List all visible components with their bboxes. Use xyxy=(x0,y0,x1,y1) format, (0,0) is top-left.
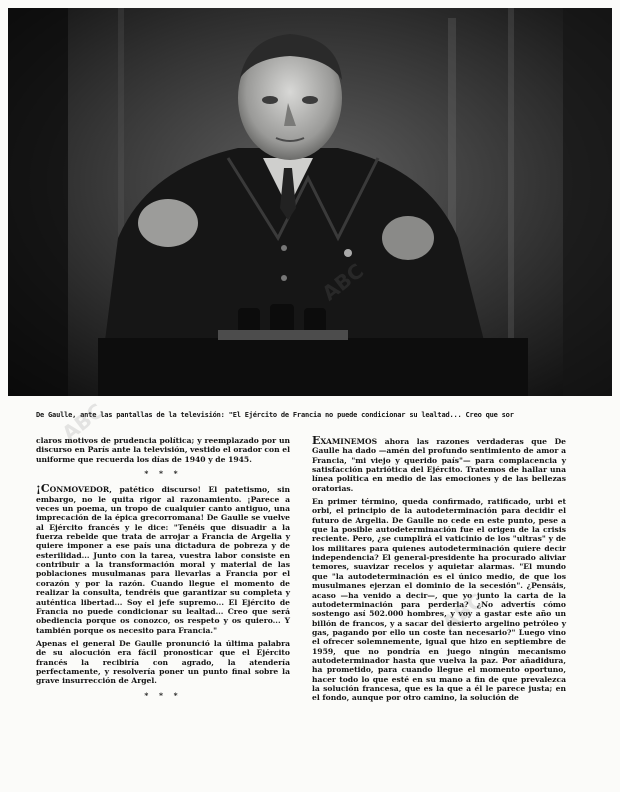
right-paragraph-1: EXAMINEMOS ahora las razones verdaderas que De Gaulle ha dado —amén del profundo sentimiento de amor a Francia, "mi viejo y querido país"— para complacencia y satisfacción patriótica del Ejército. Tratemos de hallar una línea política en medio de las emociones y de las bellezas oratorias. xyxy=(312,434,566,493)
left-paragraph-3: Apenas el general De Gaulle pronunció la última palabra de su alocución era fácil pronosticar que el Ejército francés la recibiría con agrado, la atendería perfectamente, y resolvería poner un punto final sobre la grave insurrección de Argel. xyxy=(36,638,290,686)
right-column xyxy=(312,436,566,707)
section-break-1: * * * xyxy=(144,469,182,479)
left-column xyxy=(36,436,290,706)
photo-illustration xyxy=(8,8,612,396)
section-break-2: * * * xyxy=(144,690,182,700)
left-paragraph-1: claros motivos de prudencia política; y reemplazado por un discurso en París ante la televisión, vestido el orador con el uniforme que recuerda los días de 1940 y de 1945. xyxy=(36,436,290,464)
photo-caption: De Gaulle, ante las pantallas de la televisión: "El Ejército de Francia no puede condicionar su lealtad... Creo que sor xyxy=(36,411,514,419)
photo-de-gaulle xyxy=(8,8,612,396)
left-paragraph-2: ¡CONMOVEDOR, patético discurso! El patetismo, sin embargo, no le quita rigor al razonamiento. ¡Parece a veces un poema, un tropo de cualquier canto antiguo, una imprecación de la épica grecorromana! De Gaulle se vuelve al Ejército francés y le dice: "Tenéis que disuadir a la fuerza rebelde que trata de arrojar a Francia de Argelia y quiere imponer a ese país una dictadura de pobreza y de esterilidad... Junto con la tarea, vuestra labor consiste en contribuir a la transformación moral y material de las poblaciones musulmanas para llevarlas a Francia por el corazón y por la razón. Cuando llegue el momento de realizar la consulta, tendréis que garantizar su completa y auténtica libertad... Soy el jefe supremo... El Ejército de Francia no puede condicionar su lealtad... Creo que será obediencia porque os conozco, os respeto y os quiero... Y también porque os necesito para Francia." xyxy=(36,482,290,635)
drop-letter-c: ¡C xyxy=(36,482,50,496)
right-paragraph-2: En primer término, queda confirmado, ratificado, urbi et orbi, el principio de la autodeterminación para decidir el futuro de Argelia. De Gaulle no cede en este punto, pese a que la posible autodeterminación fue el origen de la crisis reciente. Pero, ¿se cumplirá el vaticinio de los "ultras" y de los militares para quienes autodeterminación quiere decir independencia? El general-presidente ha procurado aliviar temores, suavizar recelos y aquietar alarmas. "El mundo que "la autodeterminación es el único medio, de que los musulmanes ejerzan el dominio de la secesión". ¿Pensáis, acaso —ha venido a decir—, que yo junto la carta de la autodeterminación para perderla? ¿No advertís cómo sostengo así 502.000 hombres, y voy a gastar este año un billón de francos, y a sacar del desierto argelino petróleo y gas, pagando por ello un coste tan necesario?" Luego vino el ofrecer solemnemente, igual que hizo en septiembre de 1959, que no pondría en juego ningún mecanismo autodeterminador hasta que vuelva la paz. Por añadidura, ha prometido, para cuando llegue el momento oportuno, hacer todo lo que esté en su mano a fin de que prevalezca la solución francesa, que es la que a él le parece justa; en el fondo, aunque por otro camino, la solución de xyxy=(312,497,566,703)
drop-letter-e: E xyxy=(312,434,321,447)
watermark-abc-3: ABC xyxy=(437,588,488,636)
watermark-abc-1: ABC xyxy=(57,398,108,446)
